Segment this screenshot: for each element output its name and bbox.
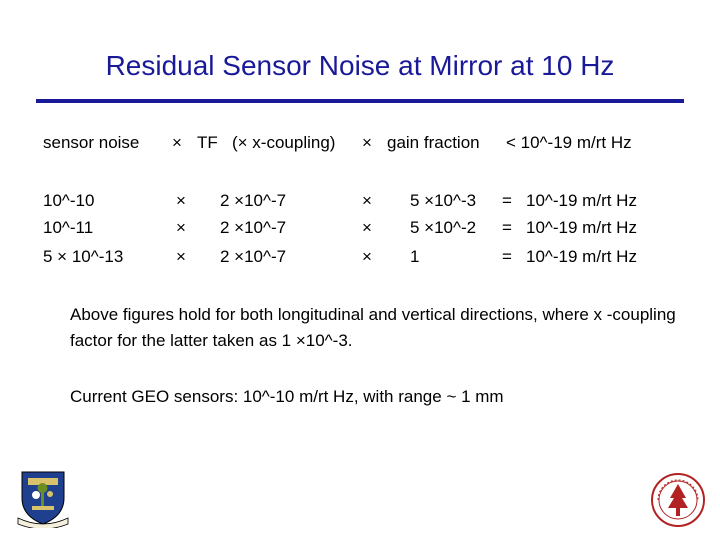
row-2-op1: × — [176, 218, 186, 237]
row-1-equals: = — [502, 191, 512, 210]
row-2-gain: 5 ×10^-2 — [410, 218, 477, 237]
row-3-sensor: 5 × 10^-13 — [43, 247, 124, 266]
row-3-result: 10^-19 m/rt Hz — [526, 247, 637, 266]
row-1-op1: × — [176, 191, 186, 210]
header-sensor-noise: sensor noise — [43, 133, 140, 152]
row-2-op2: × — [362, 218, 372, 237]
paragraph-geo-sensors: Current GEO sensors: 10^-10 m/rt Hz, with range ~ 1 mm — [70, 387, 504, 406]
row-1-tf: 2 ×10^-7 — [220, 191, 287, 210]
university-seal-icon — [650, 472, 706, 528]
header-gain-fraction: gain fraction — [387, 133, 480, 152]
row-1-gain: 5 ×10^-3 — [410, 191, 477, 210]
row-2-sensor: 10^-11 — [43, 218, 94, 237]
paragraph-figures-note: Above figures hold for both longitudinal and vertical directions, where x -coupling factor for the latter taken as 1 ×10^-3. — [70, 305, 676, 350]
row-3-op1: × — [176, 247, 186, 266]
row-3-op2: × — [362, 247, 372, 266]
header-xcoupling: (× x-coupling) — [232, 133, 336, 152]
title-underline — [36, 99, 684, 103]
row-2-result: 10^-19 m/rt Hz — [526, 218, 637, 237]
header-tf: TF — [197, 133, 218, 152]
row-2-tf: 2 ×10^-7 — [220, 218, 287, 237]
university-crest-icon — [16, 468, 70, 528]
header-times-2: × — [362, 133, 372, 152]
row-1-sensor: 10^-10 — [43, 191, 95, 210]
row-1-result: 10^-19 m/rt Hz — [526, 191, 637, 210]
row-3-tf: 2 ×10^-7 — [220, 247, 287, 266]
row-3-equals: = — [502, 247, 512, 266]
row-1-op2: × — [362, 191, 372, 210]
row-3-gain: 1 — [410, 247, 420, 266]
page-title: Residual Sensor Noise at Mirror at 10 Hz — [105, 50, 615, 81]
row-2-equals: = — [502, 218, 512, 237]
header-times-1: × — [172, 133, 182, 152]
header-target: < 10^-19 m/rt Hz — [506, 133, 632, 152]
